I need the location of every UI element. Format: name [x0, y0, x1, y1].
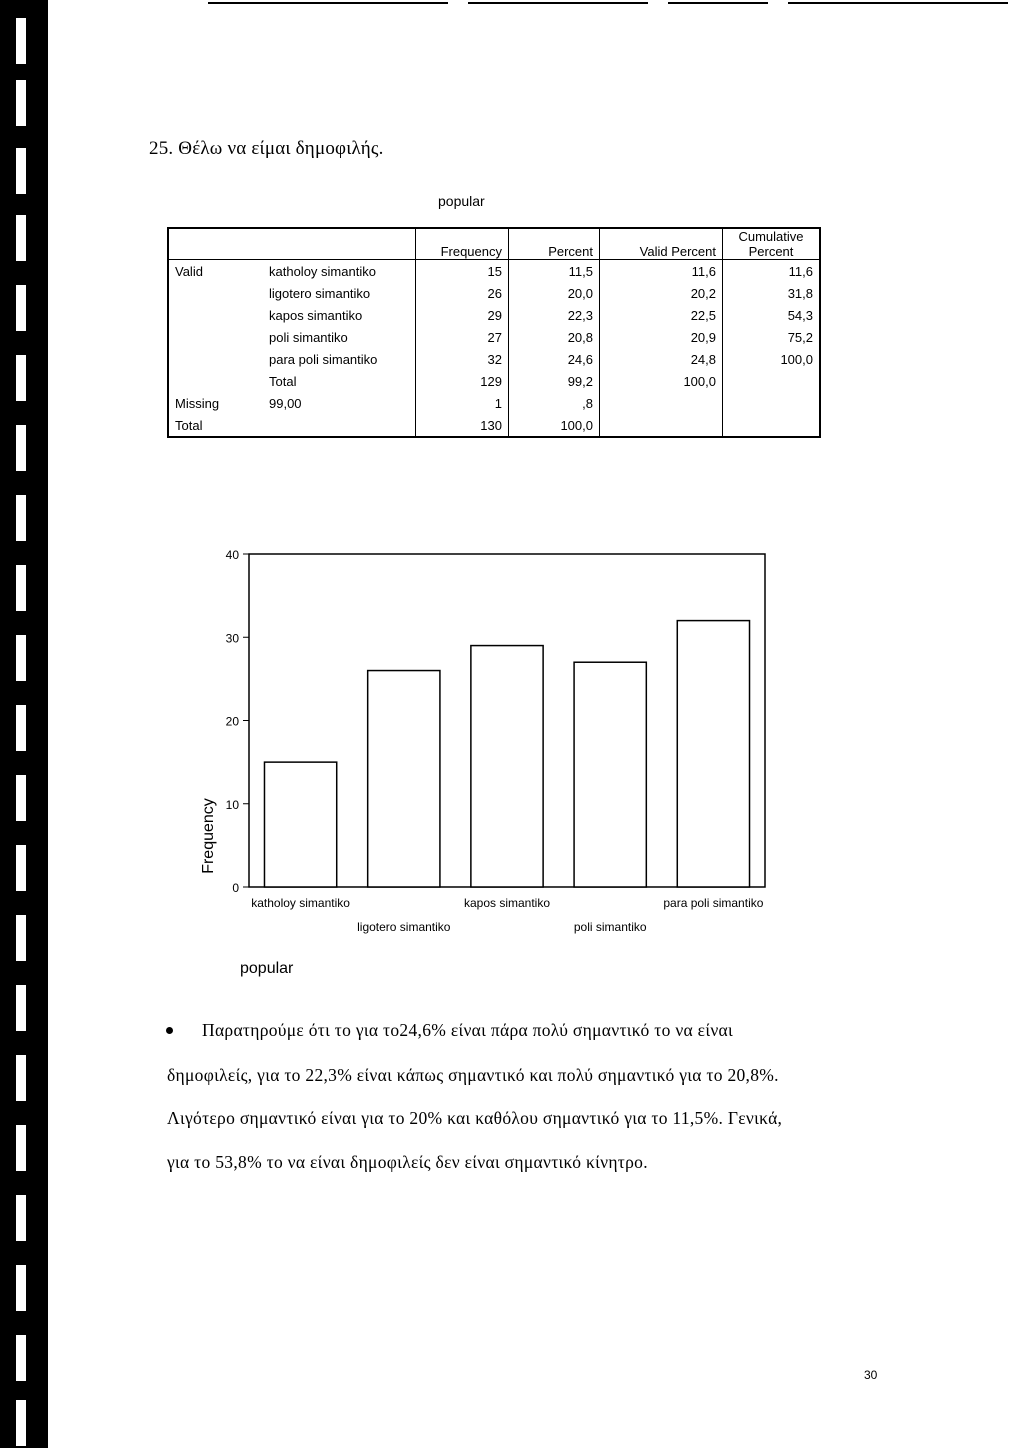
table-row: [168, 348, 820, 370]
page-number: 30: [864, 1368, 878, 1382]
bar: [264, 762, 336, 887]
bar-chart: [48, 540, 1024, 940]
y-tick-label: 30: [225, 631, 239, 646]
table-header-cell: Frequency: [416, 228, 509, 260]
table-cell: [263, 414, 416, 437]
table-cell: 22,3: [509, 304, 600, 326]
table-cell: Total: [175, 417, 203, 433]
binder-mark: [16, 1400, 26, 1446]
binder-mark: [16, 425, 26, 471]
table-cell: 27: [416, 326, 509, 348]
binder-mark: [16, 1335, 26, 1381]
top-rule: [788, 2, 1008, 4]
table-row: [168, 414, 820, 437]
x-tick-label: poli simantiko: [573, 920, 647, 934]
table-cell: 11,5: [509, 260, 600, 283]
table-cell: [168, 282, 263, 304]
y-tick-label: 0: [232, 881, 239, 895]
bars: [264, 621, 749, 887]
binder-mark: [16, 845, 26, 891]
table-cell: kapos simantiko: [269, 307, 363, 323]
table-row: [168, 370, 820, 392]
table-cell: poli simantiko: [269, 329, 348, 345]
x-tick-label: para poli simantiko: [663, 896, 764, 910]
top-rule: [468, 2, 648, 4]
table-cell: 31,8: [723, 282, 821, 304]
binder-mark: [16, 80, 26, 126]
table-cell: [168, 304, 263, 326]
table-cell: 1: [416, 392, 509, 414]
table-cell: 130: [416, 414, 509, 437]
table-cell: 75,2: [723, 326, 821, 348]
table-cell: 20,2: [600, 282, 723, 304]
table-header-row: [168, 228, 820, 260]
table-cell: [600, 414, 723, 437]
x-tick-label: katholoy simantiko: [251, 896, 350, 910]
x-axis-labels: [251, 896, 764, 934]
table-cell: 54,3: [723, 304, 821, 326]
table-cell: Missing: [175, 395, 220, 411]
table-cell: [723, 370, 821, 392]
binder-mark: [16, 1125, 26, 1171]
binder-mark: [16, 1195, 26, 1241]
x-axis-title: popular: [240, 960, 294, 977]
table-header-cell: Percent: [509, 228, 600, 260]
binder-mark: [16, 985, 26, 1031]
table-body: [168, 260, 820, 438]
bar: [677, 621, 749, 887]
table-cell: 26: [416, 282, 509, 304]
binder-mark: [16, 775, 26, 821]
paragraph-line: για το 53,8% το να είναι δημοφιλείς δεν είναι σημαντικό κίνητρο.: [167, 1152, 648, 1172]
bar: [368, 671, 440, 887]
binder-mark: [16, 705, 26, 751]
table-cell: 11,6: [600, 260, 723, 283]
binder-mark: [16, 565, 26, 611]
table-cell: [168, 348, 263, 370]
table-cell: ,8: [509, 392, 600, 414]
table-cell: 15: [416, 260, 509, 283]
table-cell: 99,00: [269, 395, 302, 411]
top-rule: [668, 2, 768, 4]
paragraph-line: Λιγότερο σημαντικό είναι για το 20% και καθόλου σημαντικό για το 11,5%. Γενικά,: [167, 1108, 783, 1128]
table-header-cell: Cumulative Percent: [723, 228, 821, 260]
binder-mark: [16, 18, 26, 64]
table-cell: 129: [416, 370, 509, 392]
table-cell: 29: [416, 304, 509, 326]
table-cell: [723, 392, 821, 414]
table-cell: 99,2: [509, 370, 600, 392]
binder-mark: [16, 355, 26, 401]
table-row: [168, 304, 820, 326]
table-cell: 100,0: [723, 348, 821, 370]
table-cell: ligotero simantiko: [269, 285, 371, 301]
x-tick-label: kapos simantiko: [463, 896, 551, 910]
table-title: popular: [438, 193, 485, 209]
table-cell: 24,8: [600, 348, 723, 370]
table-cell: [723, 414, 821, 437]
binder-mark: [16, 915, 26, 961]
table-cell: [600, 392, 723, 414]
binder-mark: [16, 635, 26, 681]
binder-mark: [16, 495, 26, 541]
table-cell: katholoy simantiko: [269, 263, 376, 279]
table-row: [168, 392, 820, 414]
table-cell: 20,8: [509, 326, 600, 348]
table-cell: 20,0: [509, 282, 600, 304]
scanned-page: [48, 0, 1024, 1448]
table-cell: 22,5: [600, 304, 723, 326]
y-axis-label: Frequency: [200, 798, 217, 874]
binder-mark: [16, 215, 26, 261]
paragraph-line: δημοφιλείς, για το 22,3% είναι κάπως σημαντικό και πολύ σημαντικό για το 20,8%.: [167, 1065, 779, 1085]
section-heading: 25. Θέλω να είμαι δημοφιλής.: [149, 138, 384, 159]
table-cell: 100,0: [600, 370, 723, 392]
binder-mark: [16, 285, 26, 331]
table-cell: Valid: [175, 263, 203, 279]
bullet-icon: [166, 1027, 173, 1034]
table-cell: para poli simantiko: [269, 351, 378, 367]
y-tick-label: 10: [225, 797, 239, 812]
table-cell: 11,6: [723, 260, 821, 283]
frequency-table: [167, 227, 821, 438]
table-cell: 20,9: [600, 326, 723, 348]
binder-mark: [16, 148, 26, 194]
table-cell: 32: [416, 348, 509, 370]
bar: [471, 646, 543, 887]
binder-mark: [16, 1265, 26, 1311]
bar: [574, 662, 646, 887]
table-cell: 24,6: [509, 348, 600, 370]
y-tick-label: 20: [225, 714, 239, 729]
y-axis: [226, 548, 249, 895]
table-row: [168, 326, 820, 348]
table-header-cell: [263, 228, 416, 260]
table-cell: Total: [269, 373, 297, 389]
table-cell: 100,0: [509, 414, 600, 437]
binder-mark: [16, 1055, 26, 1101]
table-row: [168, 282, 820, 304]
table-header-cell: Valid Percent: [600, 228, 723, 260]
top-rule: [208, 2, 448, 4]
paragraph-line: Παρατηρούμε ότι το για το24,6% είναι πάρα πολύ σημαντικό το να είναι: [202, 1020, 734, 1040]
table-cell: [168, 326, 263, 348]
table-header-cell: [168, 228, 263, 260]
table-cell: [168, 370, 263, 392]
x-tick-label: ligotero simantiko: [357, 920, 451, 934]
y-tick-label: 40: [225, 548, 239, 562]
table-row: [168, 260, 820, 283]
